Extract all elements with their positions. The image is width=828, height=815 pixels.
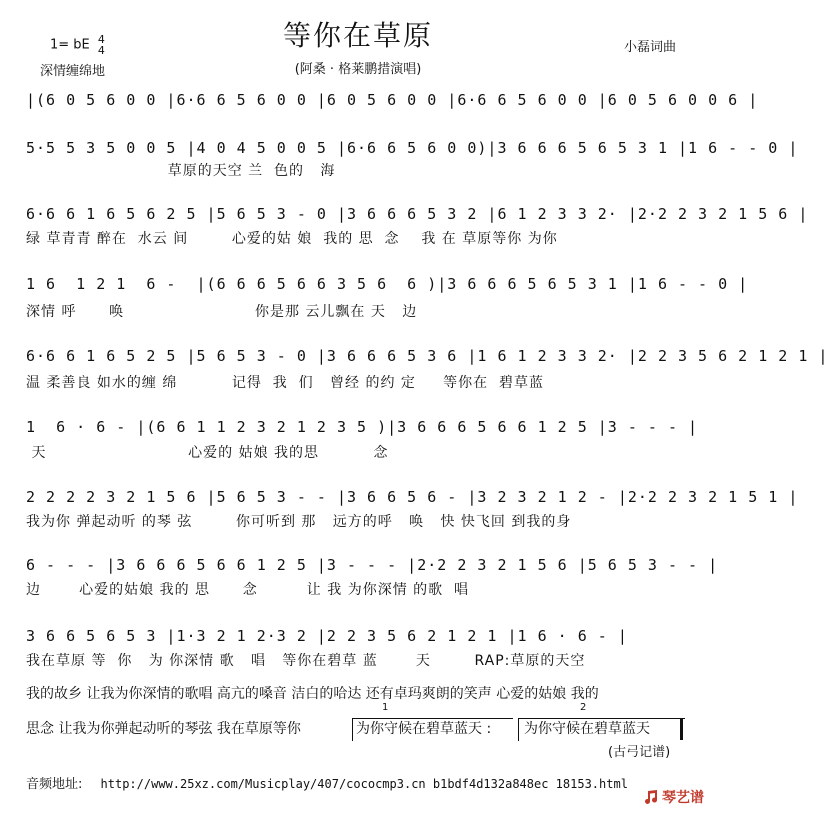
key-label: 1= bE	[50, 37, 90, 53]
lyrics-row: 绿 草青青 醉在 水云 间 心爱的姑 娘 我的 思 念 我 在 草原等你 为你	[26, 231, 558, 247]
lyrics-row: 我为你 弹起动听 的琴 弦 你可听到 那 远方的呼 唤 快 快飞回 到我的身	[26, 514, 572, 530]
lyrics-row: 边 心爱的姑娘 我的 思 念 让 我 为你深情 的歌 唱	[26, 582, 470, 598]
first-ending-lyrics: 为你守候在碧草蓝天 :	[356, 721, 492, 737]
lyrics-row: 深情 呼 唤 你是那 云儿飘在 天 边	[26, 304, 418, 320]
rap-lyrics-line: 我的故乡 让我为你深情的歌唱 高亢的嗓音 洁白的哈达 还有卓玛爽朗的笑声 心爱的姑娘 我的	[26, 686, 599, 702]
composer-credit: 小磊词曲	[623, 40, 676, 55]
lyrics-row: 天 心爱的 姑娘 我的思 念	[26, 445, 389, 461]
audio-url-link[interactable]: http://www.25xz.com/Musicplay/407/cococmp3.cn b1bdf4d132a848ec 18153.html	[100, 777, 628, 791]
performer-credit: (阿桑 · 格莱鹏措演唱)	[294, 62, 422, 77]
transcriber-credit: (古弓记谱)	[608, 745, 671, 760]
notation-row: |(6 0 5 6 0 0 |6·6 6 5 6 0 0 |6 0 5 6 0 0 |6·6 6 5 6 0 0 |6 0 5 6 0 0 6 |	[26, 91, 759, 109]
first-ending-number: 1	[382, 702, 389, 713]
notation-row: 6·6 6 1 6 5 6 2 5 |5 6 5 3 - 0 |3 6 6 6 5 3 2 |6 1 2 3 3 2· |2·2 2 3 2 1 5 6 |	[26, 205, 809, 223]
rap-lyrics-line: 思念 让我为你弹起动听的琴弦 我在草原等你	[26, 721, 301, 737]
time-signature	[98, 34, 105, 56]
notation-row: 5·5 5 3 5 0 0 5 |4 0 4 5 0 0 5 |6·6 6 5 6 0 0)|3 6 6 6 5 6 5 3 1 |1 6 - - 0 |	[26, 139, 799, 157]
lyrics-row: 我在草原 等 你 为 你深情 歌 唱 等你在碧草 蓝 天 RAP:草原的天空	[26, 653, 586, 669]
time-top: 4	[97, 33, 105, 46]
key-signature	[50, 34, 105, 56]
notation-row: 1 6 · 6 - |(6 6 1 1 2 3 2 1 2 3 5 )|3 6 6 6 5 6 6 1 2 5 |3 - - - |	[26, 418, 699, 436]
mood-marking: 深情缠绵地	[40, 64, 106, 79]
site-watermark	[643, 787, 704, 807]
notation-row: 6·6 6 1 6 5 2 5 |5 6 5 3 - 0 |3 6 6 6 5 3 6 |1 6 1 2 3 3 2· |2 2 3 5 6 2 1 2 1 |	[26, 347, 828, 365]
lyrics-row: 草原的天空 兰 色的 海	[26, 163, 336, 179]
audio-label: 音频地址:	[26, 777, 83, 792]
notation-row: 1 6 1 2 1 6 - |(6 6 6 5 6 6 3 5 6 6 )|3 6 6 6 5 6 5 3 1 |1 6 - - 0 |	[26, 275, 749, 293]
audio-footer	[26, 773, 628, 792]
watermark-text: 琴艺谱	[662, 790, 704, 806]
time-bottom: 4	[97, 44, 105, 57]
lyrics-row: 温 柔善良 如水的缠 绵 记得 我 们 曾经 的约 定 等你在 碧草蓝	[26, 375, 545, 391]
second-ending-number: 2	[580, 702, 587, 713]
notation-row: 3 6 6 5 6 5 3 |1·3 2 1 2·3 2 |2 2 3 5 6 2 1 2 1 |1 6 · 6 - |	[26, 627, 628, 645]
final-barline	[680, 718, 683, 740]
second-ending-lyrics: 为你守候在碧草蓝天	[524, 721, 650, 737]
notation-row: 6 - - - |3 6 6 6 5 6 6 1 2 5 |3 - - - |2·2 2 3 2 1 5 6 |5 6 5 3 - - |	[26, 556, 719, 574]
music-note-icon	[643, 789, 659, 805]
notation-row: 2 2 2 2 3 2 1 5 6 |5 6 5 3 - - |3 6 6 5 6 - |3 2 3 2 1 2 - |2·2 2 3 2 1 5 1 |	[26, 488, 799, 506]
song-title: 等你在草原	[282, 19, 433, 52]
